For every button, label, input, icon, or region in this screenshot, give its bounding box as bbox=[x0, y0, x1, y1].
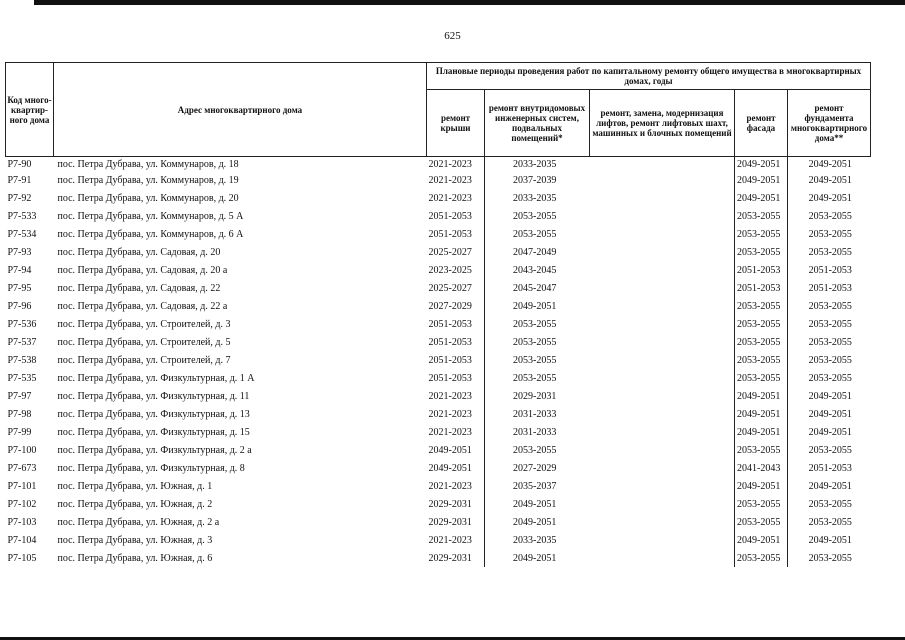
cell-engineering: 2053-2055 bbox=[513, 336, 557, 348]
cell-elevators bbox=[590, 297, 735, 315]
cell-address: пос. Петра Дубрава, ул. Строителей, д. 5 bbox=[57, 336, 231, 348]
header-address: Адрес многоквартирного дома bbox=[54, 63, 427, 157]
cell-facade: 2049-2051 bbox=[735, 387, 788, 405]
cell-foundation: 2051-2053 bbox=[808, 282, 852, 294]
table-row bbox=[6, 207, 871, 225]
cell-foundation: 2051-2053 bbox=[808, 264, 852, 276]
cell-address: пос. Петра Дубрава, ул. Коммунаров, д. 5 А bbox=[57, 210, 244, 222]
cell-facade: 2049-2051 bbox=[735, 477, 788, 495]
cell-roof: 2029-2031 bbox=[427, 549, 485, 567]
cell-facade: 2053-2055 bbox=[735, 297, 788, 315]
cell-code: Р7-96 bbox=[7, 300, 32, 312]
cell-roof: 2021-2023 bbox=[427, 405, 485, 423]
cell-roof: 2027-2029 bbox=[427, 297, 485, 315]
cell-code: Р7-536 bbox=[7, 318, 37, 330]
cell-engineering: 2029-2031 bbox=[513, 390, 557, 402]
cell-code: Р7-93 bbox=[7, 246, 32, 258]
cell-foundation: 2051-2053 bbox=[808, 462, 852, 474]
page-number: 625 bbox=[444, 30, 461, 42]
cell-elevators bbox=[590, 261, 735, 279]
cell-elevators bbox=[590, 531, 735, 549]
header-elevators: ремонт, замена, модернизация лифтов, ремонт лифтовых шахт, машинных и блочных помещений bbox=[590, 90, 735, 157]
cell-foundation: 2053-2055 bbox=[808, 552, 852, 564]
table-row bbox=[6, 279, 871, 297]
cell-elevators bbox=[590, 513, 735, 531]
cell-elevators bbox=[590, 171, 735, 189]
cell-code: Р7-535 bbox=[7, 372, 37, 384]
cell-elevators bbox=[590, 333, 735, 351]
cell-roof: 2051-2053 bbox=[427, 333, 485, 351]
table-row bbox=[6, 225, 871, 243]
cell-engineering: 2049-2051 bbox=[513, 516, 557, 528]
table-row bbox=[6, 351, 871, 369]
table-row bbox=[6, 369, 871, 387]
cell-foundation: 2049-2051 bbox=[808, 480, 852, 492]
cell-facade: 2053-2055 bbox=[735, 369, 788, 387]
cell-elevators bbox=[590, 207, 735, 225]
cell-elevators bbox=[590, 549, 735, 567]
cell-elevators bbox=[590, 279, 735, 297]
cell-code: Р7-673 bbox=[7, 462, 37, 474]
cell-address: пос. Петра Дубрава, ул. Физкультурная, д. 1 А bbox=[57, 372, 255, 384]
cell-elevators bbox=[590, 477, 735, 495]
cell-code: Р7-99 bbox=[7, 426, 32, 438]
top-scan-gap bbox=[0, 0, 34, 5]
cell-engineering: 2031-2033 bbox=[513, 426, 557, 438]
cell-engineering: 2049-2051 bbox=[513, 300, 557, 312]
cell-roof: 2021-2023 bbox=[427, 189, 485, 207]
table-body bbox=[6, 157, 871, 568]
cell-code: Р7-98 bbox=[7, 408, 32, 420]
table-row bbox=[6, 423, 871, 441]
cell-address: пос. Петра Дубрава, ул. Физкультурная, д. 8 bbox=[57, 462, 245, 474]
cell-roof: 2021-2023 bbox=[427, 477, 485, 495]
cell-engineering: 2053-2055 bbox=[513, 354, 557, 366]
cell-foundation: 2053-2055 bbox=[808, 336, 852, 348]
cell-roof: 2029-2031 bbox=[427, 513, 485, 531]
cell-foundation: 2053-2055 bbox=[808, 372, 852, 384]
cell-address: пос. Петра Дубрава, ул. Физкультурная, д. 2 а bbox=[57, 444, 252, 456]
header-roof: ремонт крыши bbox=[427, 90, 485, 157]
cell-address: пос. Петра Дубрава, ул. Физкультурная, д. 13 bbox=[57, 408, 250, 420]
cell-elevators bbox=[590, 405, 735, 423]
cell-roof: 2023-2025 bbox=[427, 261, 485, 279]
header-code: Код много-квартир-ного дома bbox=[6, 63, 54, 157]
cell-elevators bbox=[590, 243, 735, 261]
cell-code: Р7-90 bbox=[7, 158, 32, 170]
cell-facade: 2053-2055 bbox=[735, 225, 788, 243]
table-row bbox=[6, 315, 871, 333]
cell-engineering: 2033-2035 bbox=[513, 158, 557, 170]
top-scan-border bbox=[0, 0, 905, 5]
cell-code: Р7-91 bbox=[7, 174, 32, 186]
table-row bbox=[6, 405, 871, 423]
cell-engineering: 2043-2045 bbox=[513, 264, 557, 276]
cell-engineering: 2053-2055 bbox=[513, 228, 557, 240]
cell-address: пос. Петра Дубрава, ул. Садовая, д. 20 bbox=[57, 246, 221, 258]
header-foundation: ремонт фундамента многоквартирного дома** bbox=[788, 90, 871, 157]
cell-facade: 2049-2051 bbox=[735, 157, 788, 172]
cell-facade: 2049-2051 bbox=[735, 531, 788, 549]
cell-foundation: 2049-2051 bbox=[808, 390, 852, 402]
cell-address: пос. Петра Дубрава, ул. Строителей, д. 3 bbox=[57, 318, 231, 330]
repair-schedule-table bbox=[5, 62, 871, 567]
cell-facade: 2053-2055 bbox=[735, 495, 788, 513]
cell-engineering: 2027-2029 bbox=[513, 462, 557, 474]
cell-roof: 2021-2023 bbox=[427, 531, 485, 549]
cell-roof: 2025-2027 bbox=[427, 243, 485, 261]
table-row bbox=[6, 513, 871, 531]
cell-elevators bbox=[590, 225, 735, 243]
table-row bbox=[6, 549, 871, 567]
cell-facade: 2053-2055 bbox=[735, 441, 788, 459]
cell-address: пос. Петра Дубрава, ул. Южная, д. 2 а bbox=[57, 516, 220, 528]
cell-address: пос. Петра Дубрава, ул. Садовая, д. 22 а bbox=[57, 300, 228, 312]
table-row bbox=[6, 171, 871, 189]
cell-engineering: 2035-2037 bbox=[513, 480, 557, 492]
cell-elevators bbox=[590, 459, 735, 477]
cell-engineering: 2053-2055 bbox=[513, 318, 557, 330]
table-row bbox=[6, 387, 871, 405]
table-row bbox=[6, 261, 871, 279]
cell-engineering: 2033-2035 bbox=[513, 534, 557, 546]
cell-elevators bbox=[590, 495, 735, 513]
cell-code: Р7-95 bbox=[7, 282, 32, 294]
cell-facade: 2053-2055 bbox=[735, 315, 788, 333]
table-row bbox=[6, 333, 871, 351]
cell-facade: 2053-2055 bbox=[735, 243, 788, 261]
cell-code: Р7-534 bbox=[7, 228, 37, 240]
cell-roof: 2021-2023 bbox=[427, 157, 485, 172]
table-row bbox=[6, 477, 871, 495]
cell-engineering: 2053-2055 bbox=[513, 210, 557, 222]
cell-foundation: 2053-2055 bbox=[808, 498, 852, 510]
cell-foundation: 2053-2055 bbox=[808, 246, 852, 258]
cell-address: пос. Петра Дубрава, ул. Садовая, д. 22 bbox=[57, 282, 221, 294]
cell-roof: 2021-2023 bbox=[427, 423, 485, 441]
cell-address: пос. Петра Дубрава, ул. Южная, д. 6 bbox=[57, 552, 213, 564]
cell-foundation: 2049-2051 bbox=[808, 534, 852, 546]
cell-address: пос. Петра Дубрава, ул. Южная, д. 2 bbox=[57, 498, 213, 510]
cell-foundation: 2049-2051 bbox=[808, 408, 852, 420]
cell-elevators bbox=[590, 387, 735, 405]
cell-elevators bbox=[590, 423, 735, 441]
cell-elevators bbox=[590, 315, 735, 333]
cell-foundation: 2049-2051 bbox=[808, 174, 852, 186]
cell-code: Р7-538 bbox=[7, 354, 37, 366]
cell-foundation: 2053-2055 bbox=[808, 228, 852, 240]
cell-elevators bbox=[590, 157, 735, 172]
cell-roof: 2051-2053 bbox=[427, 225, 485, 243]
cell-foundation: 2053-2055 bbox=[808, 300, 852, 312]
cell-elevators bbox=[590, 351, 735, 369]
cell-facade: 2053-2055 bbox=[735, 513, 788, 531]
header-engineering: ремонт внутридомовых инженерных систем, подвальных помещений* bbox=[485, 90, 590, 157]
cell-code: Р7-92 bbox=[7, 192, 32, 204]
cell-foundation: 2053-2055 bbox=[808, 444, 852, 456]
cell-engineering: 2053-2055 bbox=[513, 444, 557, 456]
cell-address: пос. Петра Дубрава, ул. Южная, д. 1 bbox=[57, 480, 213, 492]
cell-engineering: 2049-2051 bbox=[513, 552, 557, 564]
cell-foundation: 2049-2051 bbox=[808, 192, 852, 204]
cell-foundation: 2053-2055 bbox=[808, 516, 852, 528]
cell-facade: 2053-2055 bbox=[735, 207, 788, 225]
cell-foundation: 2053-2055 bbox=[808, 354, 852, 366]
cell-roof: 2051-2053 bbox=[427, 207, 485, 225]
cell-code: Р7-105 bbox=[7, 552, 37, 564]
cell-roof: 2025-2027 bbox=[427, 279, 485, 297]
header-facade: ремонт фасада bbox=[735, 90, 788, 157]
cell-engineering: 2045-2047 bbox=[513, 282, 557, 294]
cell-elevators bbox=[590, 441, 735, 459]
cell-roof: 2051-2053 bbox=[427, 369, 485, 387]
cell-code: Р7-101 bbox=[7, 480, 37, 492]
table-row bbox=[6, 531, 871, 549]
cell-roof: 2029-2031 bbox=[427, 495, 485, 513]
cell-engineering: 2037-2039 bbox=[513, 174, 557, 186]
cell-facade: 2053-2055 bbox=[735, 351, 788, 369]
cell-code: Р7-537 bbox=[7, 336, 37, 348]
cell-code: Р7-104 bbox=[7, 534, 37, 546]
cell-facade: 2049-2051 bbox=[735, 189, 788, 207]
cell-code: Р7-103 bbox=[7, 516, 37, 528]
cell-facade: 2051-2053 bbox=[735, 279, 788, 297]
cell-code: Р7-97 bbox=[7, 390, 32, 402]
cell-facade: 2041-2043 bbox=[735, 459, 788, 477]
cell-roof: 2049-2051 bbox=[427, 441, 485, 459]
table-row bbox=[6, 441, 871, 459]
cell-address: пос. Петра Дубрава, ул. Садовая, д. 20 а bbox=[57, 264, 228, 276]
cell-engineering: 2031-2033 bbox=[513, 408, 557, 420]
cell-facade: 2053-2055 bbox=[735, 549, 788, 567]
cell-roof: 2021-2023 bbox=[427, 171, 485, 189]
table-header bbox=[6, 63, 871, 157]
table-row bbox=[6, 243, 871, 261]
cell-address: пос. Петра Дубрава, ул. Коммунаров, д. 20 bbox=[57, 192, 239, 204]
table-row bbox=[6, 495, 871, 513]
cell-roof: 2049-2051 bbox=[427, 459, 485, 477]
cell-address: пос. Петра Дубрава, ул. Южная, д. 3 bbox=[57, 534, 213, 546]
cell-address: пос. Петра Дубрава, ул. Коммунаров, д. 18 bbox=[57, 158, 239, 170]
cell-facade: 2053-2055 bbox=[735, 333, 788, 351]
table-row bbox=[6, 459, 871, 477]
cell-roof: 2051-2053 bbox=[427, 315, 485, 333]
header-periods-group: Плановые периоды проведения работ по капитальному ремонту общего имущества в многоквартирных домах, годы bbox=[427, 63, 871, 90]
cell-roof: 2021-2023 bbox=[427, 387, 485, 405]
cell-engineering: 2033-2035 bbox=[513, 192, 557, 204]
cell-engineering: 2047-2049 bbox=[513, 246, 557, 258]
cell-address: пос. Петра Дубрава, ул. Физкультурная, д. 15 bbox=[57, 426, 250, 438]
table-row bbox=[6, 189, 871, 207]
cell-roof: 2051-2053 bbox=[427, 351, 485, 369]
cell-foundation: 2053-2055 bbox=[808, 210, 852, 222]
cell-foundation: 2049-2051 bbox=[808, 426, 852, 438]
table-row bbox=[6, 157, 871, 172]
cell-foundation: 2049-2051 bbox=[808, 158, 852, 170]
cell-facade: 2049-2051 bbox=[735, 171, 788, 189]
cell-elevators bbox=[590, 369, 735, 387]
cell-facade: 2051-2053 bbox=[735, 261, 788, 279]
cell-address: пос. Петра Дубрава, ул. Физкультурная, д. 11 bbox=[57, 390, 250, 402]
cell-code: Р7-94 bbox=[7, 264, 32, 276]
cell-elevators bbox=[590, 189, 735, 207]
cell-facade: 2049-2051 bbox=[735, 423, 788, 441]
cell-engineering: 2049-2051 bbox=[513, 498, 557, 510]
cell-code: Р7-533 bbox=[7, 210, 37, 222]
cell-code: Р7-100 bbox=[7, 444, 37, 456]
cell-address: пос. Петра Дубрава, ул. Строителей, д. 7 bbox=[57, 354, 231, 366]
cell-facade: 2049-2051 bbox=[735, 405, 788, 423]
cell-foundation: 2053-2055 bbox=[808, 318, 852, 330]
cell-code: Р7-102 bbox=[7, 498, 37, 510]
table-row bbox=[6, 297, 871, 315]
cell-address: пос. Петра Дубрава, ул. Коммунаров, д. 6 А bbox=[57, 228, 244, 240]
cell-engineering: 2053-2055 bbox=[513, 372, 557, 384]
cell-address: пос. Петра Дубрава, ул. Коммунаров, д. 19 bbox=[57, 174, 239, 186]
